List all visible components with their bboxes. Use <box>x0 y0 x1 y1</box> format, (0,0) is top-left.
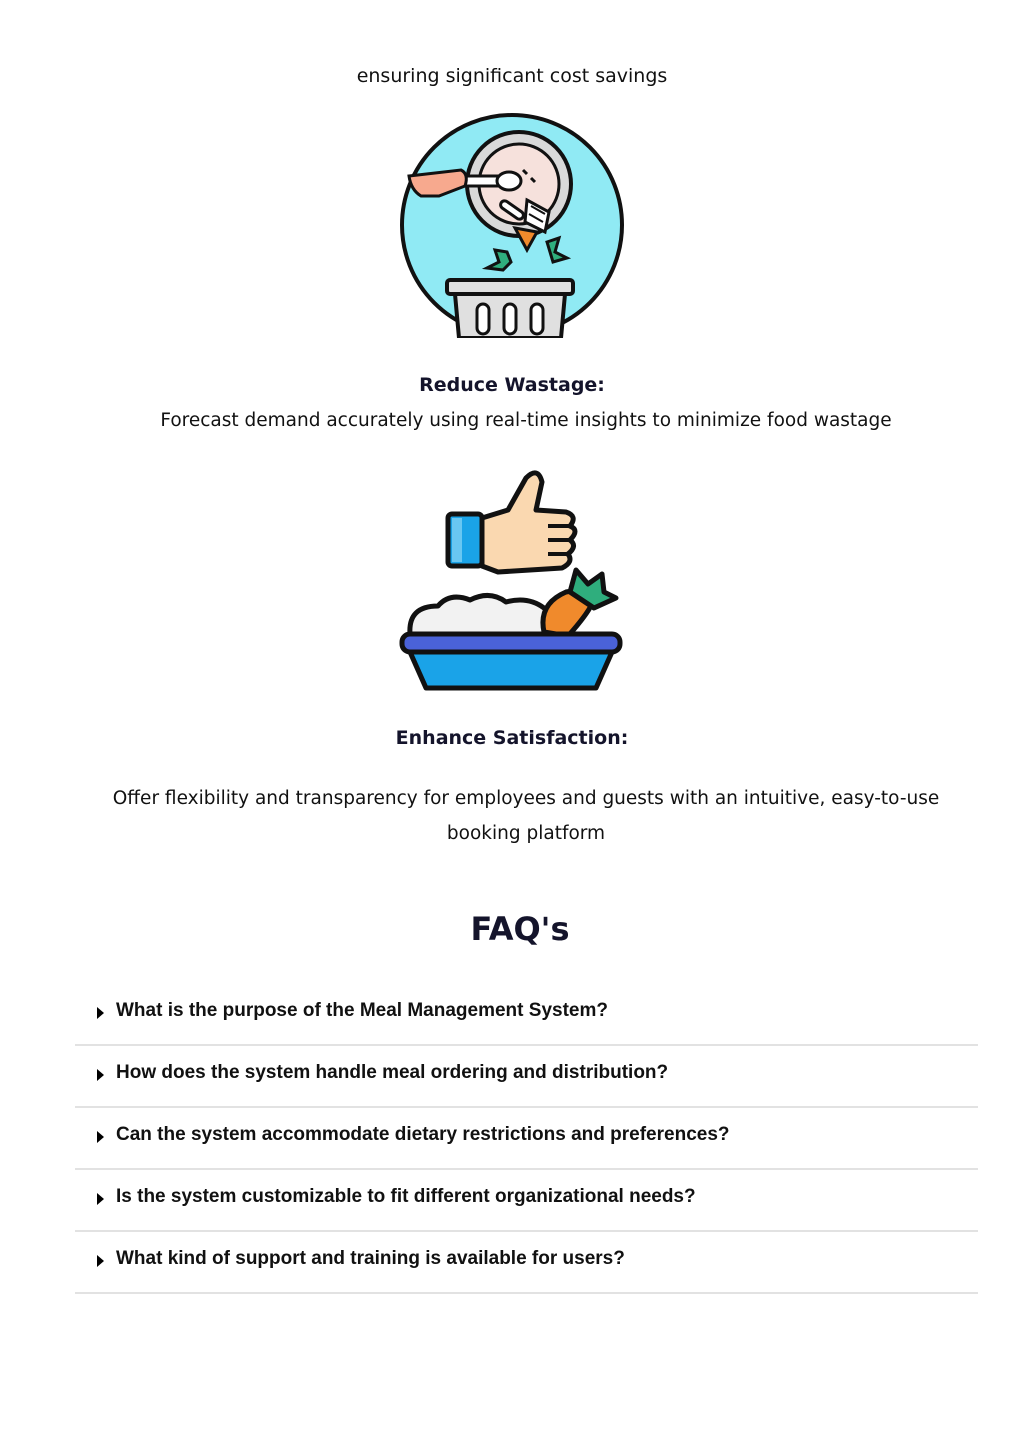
feature-title-enhance-satisfaction: Enhance Satisfaction: <box>395 727 629 749</box>
food-waste-bin-icon <box>399 112 625 338</box>
faq-heading: FAQ's <box>470 910 570 948</box>
faq-question: How does the system handle meal ordering and distribution? <box>116 1062 669 1083</box>
intro-tail-text: ensuring significant cost savings <box>356 65 668 87</box>
caret-right-icon <box>97 1131 104 1143</box>
caret-right-icon <box>97 1193 104 1205</box>
feature-title-reduce-wastage: Reduce Wastage: <box>419 374 605 396</box>
faq-item[interactable] <box>75 1108 978 1170</box>
feature-description-reduce-wastage: Forecast demand accurately using real-time insights to minimize food wastage <box>160 410 892 431</box>
food-waste-bin-illustration <box>0 112 1024 338</box>
thumbs-up-meal-illustration <box>0 466 1024 696</box>
faq-item[interactable] <box>75 1046 978 1108</box>
faq-item[interactable] <box>75 1170 978 1232</box>
caret-right-icon <box>97 1007 104 1019</box>
feature-description-enhance-satisfaction: Offer flexibility and transparency for employees and guests with an intuitive, easy-to-use booking platform <box>112 788 940 844</box>
faq-question: What kind of support and training is available for users? <box>116 1248 625 1269</box>
faq-item[interactable] <box>75 984 978 1046</box>
caret-right-icon <box>97 1069 104 1081</box>
faq-list <box>75 984 978 1294</box>
faq-question: Can the system accommodate dietary restrictions and preferences? <box>116 1124 730 1145</box>
caret-right-icon <box>97 1255 104 1267</box>
faq-question: What is the purpose of the Meal Management System? <box>116 1000 608 1021</box>
faq-item[interactable] <box>75 1232 978 1294</box>
thumbs-up-meal-icon <box>398 466 626 696</box>
faq-question: Is the system customizable to fit different organizational needs? <box>116 1186 696 1207</box>
